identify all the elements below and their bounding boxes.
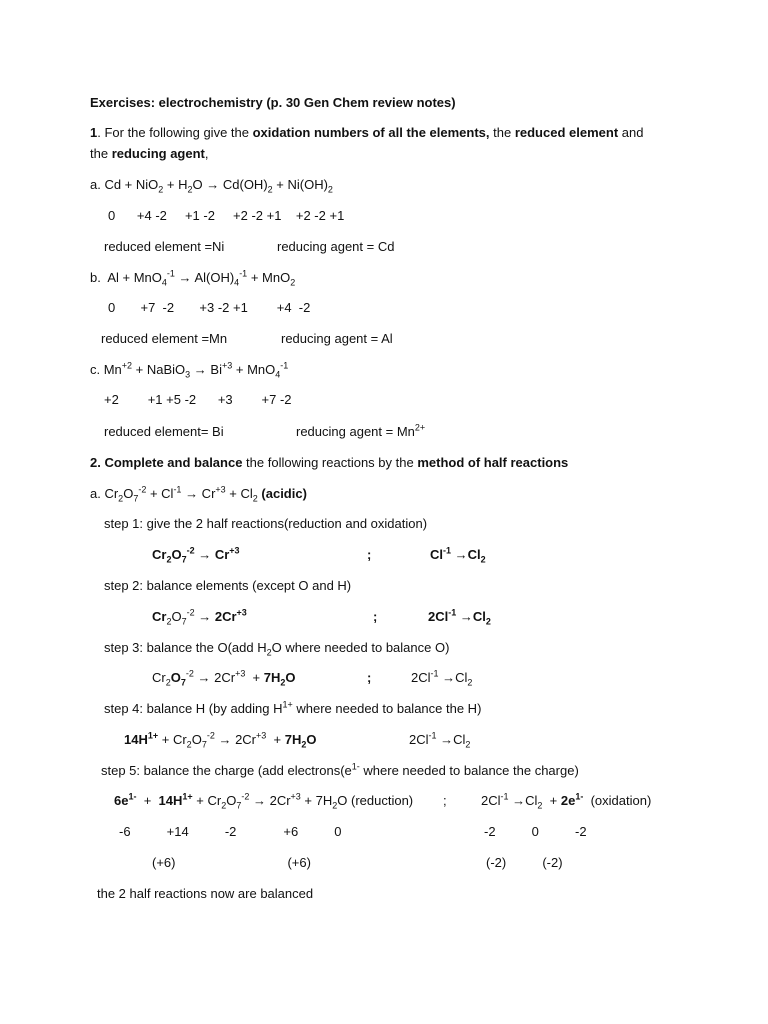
oxidation-numbers-a: 0 +4 -2 +1 -2 +2 -2 +1 +2 -2 +1 bbox=[108, 208, 345, 223]
step-2-semicolon: ; bbox=[373, 609, 378, 624]
charges-left: -6 +14 -2 +6 0 bbox=[119, 824, 342, 839]
question-1-cont: the reducing agent, bbox=[90, 146, 209, 161]
step-5: step 5: balance the charge (add $electrons(e^{1-}$ where needed to balance the charge) bbox=[101, 761, 579, 778]
step-5-semicolon: ; bbox=[443, 793, 447, 808]
step-1-reduction: $Cr_2O_7^{-2} \to Cr^{+3}$ bbox=[152, 545, 240, 565]
reaction-b: b. $Al + MnO_4^{-1} \to Al(OH)_4^{-1} + MnO_2$ bbox=[90, 268, 296, 288]
oxidation-numbers-b: 0 +7 -2 +3 -2 +1 +4 -2 bbox=[108, 300, 311, 315]
reaction-a: a. $Cd + NiO_2 + H_2O \to Cd(OH)_2 + Ni(OH)_2$ bbox=[90, 177, 333, 195]
step-5-reduction: $6e^{1-} + 14H^{1+} + Cr_2O_7^{-2} \to 2Cr^{+3} + 7H_2O$ (reduction) bbox=[114, 791, 414, 811]
reduced-element-b: reduced element =Mn bbox=[101, 331, 228, 346]
question-1: 1. For the following give the oxidation numbers of all the elements, the reduced element and bbox=[90, 125, 644, 140]
step-4-oxidation: $2Cl^{-1} \to Cl_2$ bbox=[409, 730, 471, 750]
oxidation-numbers-c: +2 +1 +5 -2 +3 +7 -2 bbox=[104, 392, 292, 407]
page-title: Exercises: electrochemistry (p. 30 Gen Chem review notes) bbox=[90, 95, 456, 110]
step-5-oxidation: $2Cl^{-1} \to Cl_2 + 2e^{1-}$ (oxidation) bbox=[481, 791, 652, 811]
charge-sums-left: (+6) (+6) bbox=[152, 855, 311, 870]
question-2: 2. Complete and balance the following reactions by the method of half reactions bbox=[90, 455, 569, 470]
reducing-agent-a: reducing agent = Cd bbox=[277, 239, 395, 254]
reaction-c: c. $Mn^{+2}$ + NaBiO$_3$ → $Bi^{+3} + MnO_4^{-1}$ bbox=[90, 360, 289, 380]
reaction-2a: a. $Cr_2O_7^{-2} + Cl^{-1} \to Cr^{+3} + Cl_2$ (acidic) bbox=[90, 484, 307, 504]
step-2: step 2: balance elements (except O and H) bbox=[104, 578, 352, 593]
charges-right: -2 0 -2 bbox=[484, 824, 587, 839]
reduced-element-a: reduced element =Ni bbox=[104, 239, 225, 254]
step-3: step 3: balance the O(add $H_2O$ where needed to balance O) bbox=[104, 640, 450, 658]
reducing-agent-b: reducing agent = Al bbox=[281, 331, 393, 346]
step-4-reduction: $14H^{1+} + Cr_2O_7^{-2} \to 2Cr^{+3} + 7H_2O$ bbox=[124, 730, 317, 750]
reducing-agent-c: reducing agent = $Mn^{2+}$ bbox=[296, 422, 426, 439]
charge-sums-right: (-2) (-2) bbox=[486, 855, 563, 870]
step-4: step 4: balance H (by adding $H^{1+}$ where needed to balance the H) bbox=[104, 699, 482, 716]
step-1: step 1: give the 2 half reactions(reduction and oxidation) bbox=[104, 516, 428, 531]
step-3-reduction: $Cr_2O_7^{-2} \to 2Cr^{+3} + 7H_2O$ bbox=[152, 668, 296, 688]
step-2-reduction: $Cr_2O_7^{-2} \to 2Cr^{+3}$ bbox=[152, 607, 247, 627]
step-3-oxidation: $2Cl^{-1} \to Cl_2$ bbox=[411, 668, 473, 688]
step-1-semicolon: ; bbox=[367, 547, 372, 562]
step-1-oxidation: $Cl^{-1} \to Cl_2$ bbox=[430, 545, 486, 565]
conclusion: the 2 half reactions now are balanced bbox=[97, 886, 314, 901]
reduced-element-c: reduced element= Bi bbox=[104, 424, 224, 439]
step-2-oxidation: $2Cl^{-1} \to Cl_2$ bbox=[428, 607, 491, 627]
step-3-semicolon: ; bbox=[367, 670, 372, 685]
